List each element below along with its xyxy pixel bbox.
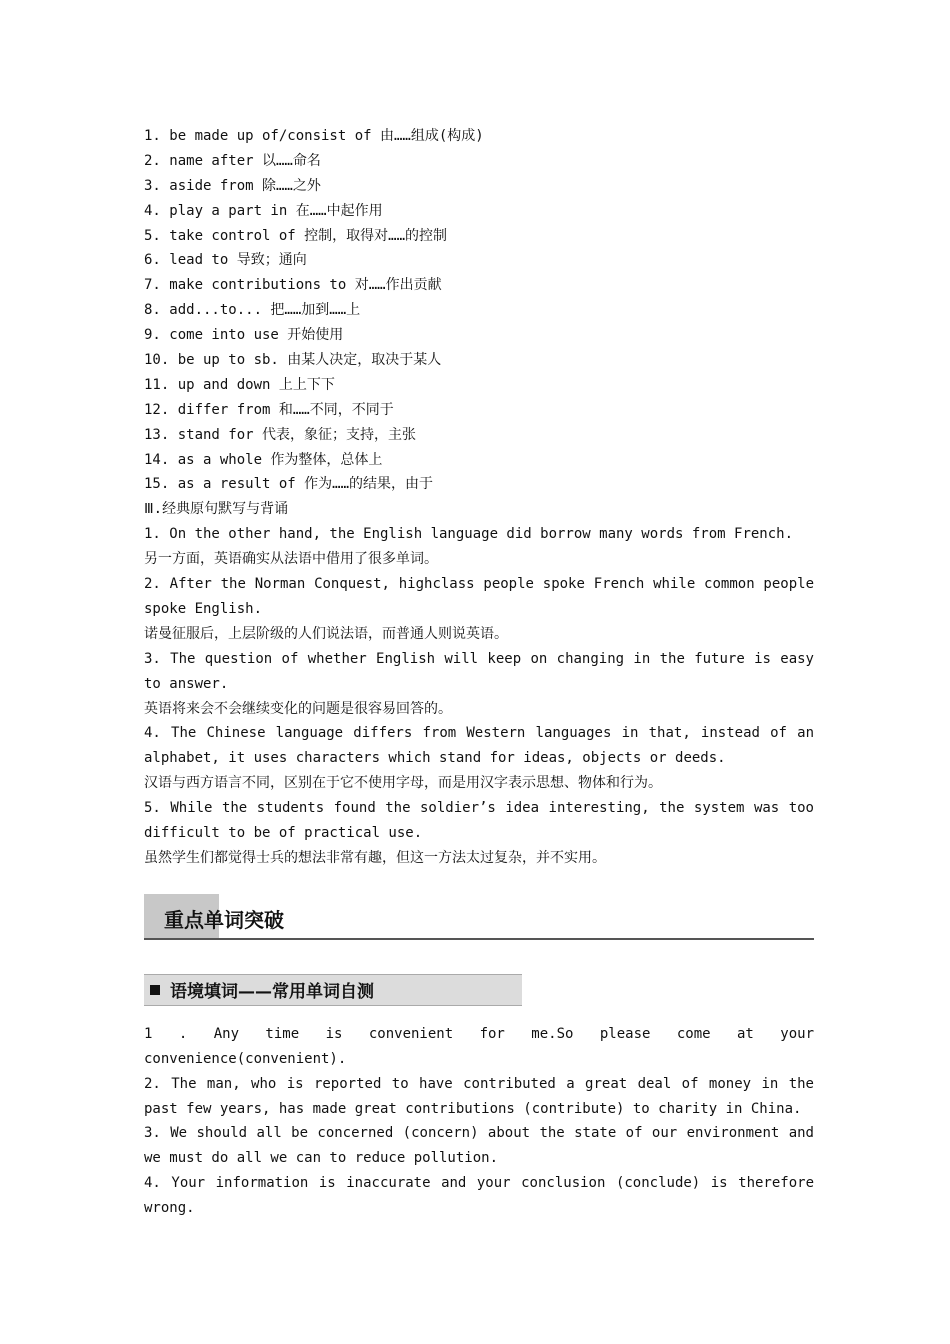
subsection-header [144,974,522,1006]
sentence-english: 5. While the students found the soldier’s idea interesting, the system was too difficult to be of practical use. [144,800,814,842]
exercise-item: 2. The man, who is reported to have contributed a great deal of money in the past few years, has made great contributions (contribute) to charity in China. [144,1075,814,1117]
phrase-item: 14. as a whole 作为整体，总体上 [144,451,383,468]
sentence-english: 3. The question of whether English will keep on changing in the future is easy to answer. [144,650,814,692]
exercise-list [144,1022,814,1221]
subsection-title: 语境填词——常用单词自测 [170,982,374,1003]
phrase-item: 12. differ from 和……不同，不同于 [144,401,394,418]
phrase-item: 2. name after 以……命名 [144,152,321,169]
section-heading-classic-sentences: Ⅲ.经典原句默写与背诵 [144,501,289,518]
sentence-english: 2. After the Norman Conquest, highclass people spoke French while common people spoke English. [144,576,814,617]
sentence-chinese: 虽然学生们都觉得士兵的想法非常有趣，但这一方法太过复杂，并不实用。 [144,849,606,866]
sentence-english: 4. The Chinese language differs from Western languages in that, instead of an alphabet, it uses characters which stand for ideas, objects or deeds. [144,725,814,767]
phrase-item: 10. be up to sb. 由某人决定，取决于某人 [144,352,442,369]
phrase-item: 11. up and down 上上下下 [144,376,335,393]
phrase-item: 9. come into use 开始使用 [144,327,344,344]
document-page [144,124,814,1221]
phrase-item: 3. aside from 除……之外 [144,177,321,194]
sentence-chinese: 另一方面，英语确实从法语中借用了很多单词。 [144,551,438,568]
exercise-item: 4. Your information is inaccurate and your conclusion (conclude) is therefore wrong. [144,1175,814,1217]
section-header [144,894,814,940]
sentence-english: 1. On the other hand, the English language did borrow many words from French. [144,526,794,543]
phrase-item: 1. be made up of/consist of 由……组成(构成) [144,128,484,144]
exercise-item: 1 . Any time is convenient for me.So please come at your convenience(convenient). [144,1025,814,1067]
sentence-chinese: 诺曼征服后，上层阶级的人们说法语，而普通人则说英语。 [144,625,508,642]
exercise-item: 3. We should all be concerned (concern) about the state of our environment and we must do all we can to reduce pollution. [144,1125,814,1167]
square-bullet-icon [150,985,160,995]
phrase-item: 7. make contributions to 对……作出贡献 [144,277,442,294]
sentence-list [144,522,814,871]
phrase-item: 13. stand for 代表，象征；支持，主张 [144,426,417,443]
phrase-item: 6. lead to 导致；通向 [144,252,307,269]
sentence-chinese: 英语将来会不会继续变化的问题是很容易回答的。 [144,700,452,717]
phrase-item: 4. play a part in 在……中起作用 [144,202,383,219]
phrase-list [144,124,814,497]
sentence-chinese: 汉语与西方语言不同，区别在于它不使用字母，而是用汉字表示思想、物体和行为。 [144,775,662,792]
phrase-item: 15. as a result of 作为……的结果，由于 [144,476,434,493]
phrase-item: 5. take control of 控制，取得对……的控制 [144,227,448,244]
section-title: 重点单词突破 [164,907,284,932]
phrase-item: 8. add...to... 把……加到……上 [144,302,361,319]
